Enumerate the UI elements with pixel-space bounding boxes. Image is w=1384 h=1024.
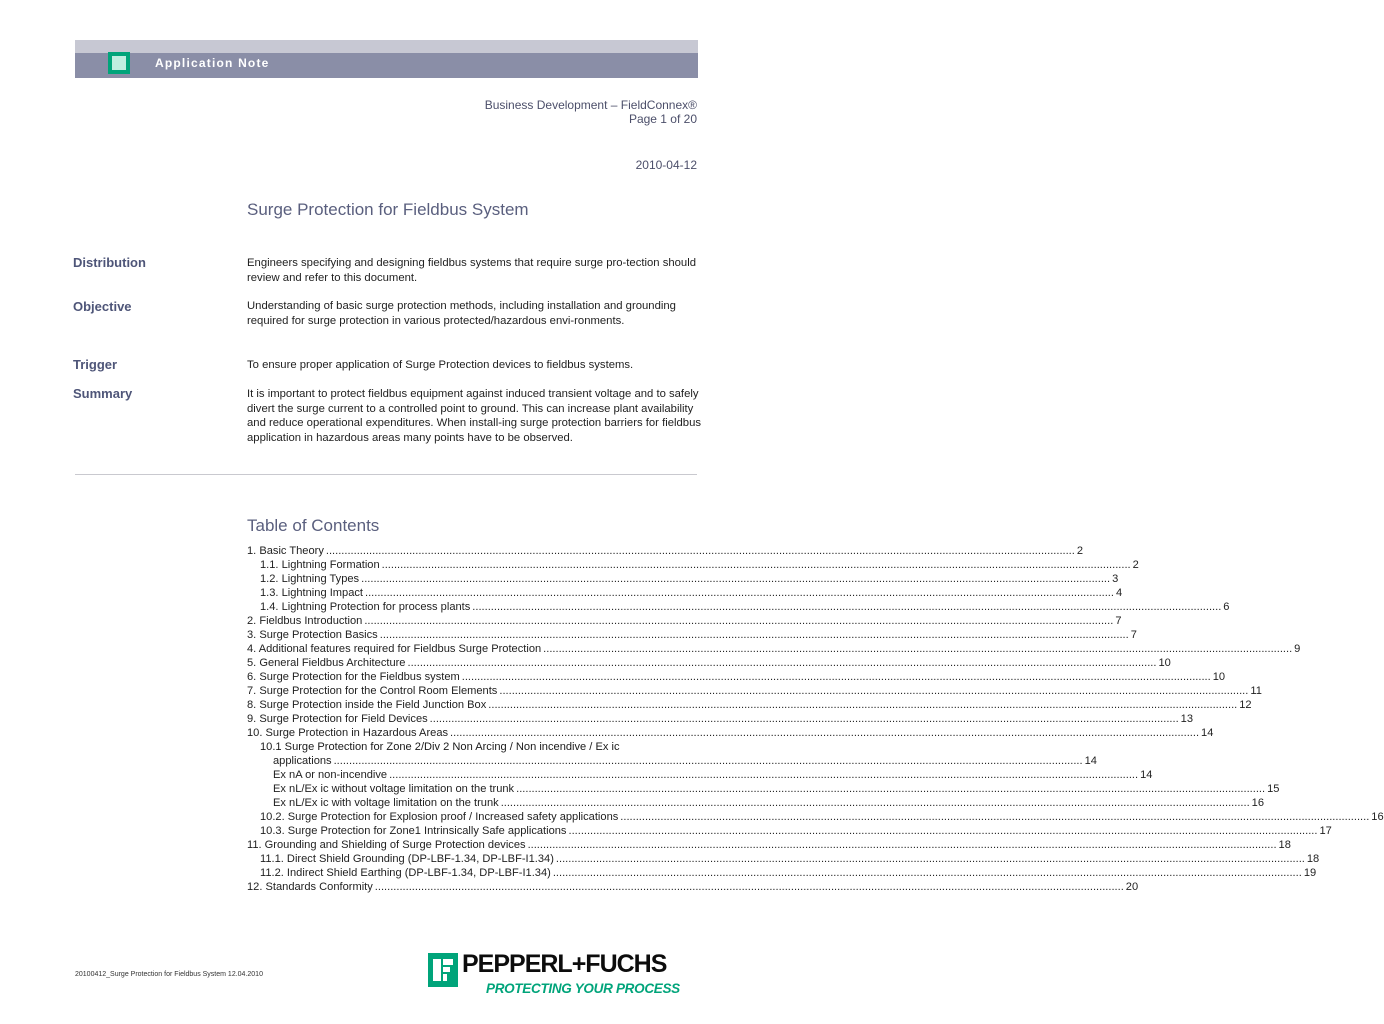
toc-entry[interactable]: 10. Surge Protection in Hazardous Areas ..... 14 (247, 726, 695, 740)
toc-entry[interactable]: 3. Surge Protection Basics ..... 7 (247, 628, 695, 642)
distribution-label: Distribution (73, 255, 146, 270)
toc-entry[interactable]: applications ..... 14 (247, 754, 695, 768)
toc-entry[interactable]: 1.3. Lightning Impact ..... 4 (247, 586, 695, 600)
toc-entry[interactable]: 6. Surge Protection for the Fieldbus system ..... 10 (247, 670, 695, 684)
trigger-text: To ensure proper application of Surge Protection devices to fieldbus systems. (247, 359, 634, 371)
header-band (75, 40, 698, 78)
toc-entry[interactable]: 8. Surge Protection inside the Field Junction Box ..... 12 (247, 698, 695, 712)
toc-entry[interactable]: 7. Surge Protection for the Control Room Elements ..... 11 (247, 684, 695, 698)
footer-note: 20100412_Surge Protection for Fieldbus System 12.04.2010 (75, 971, 263, 978)
summary-text: It is important to protect fieldbus equipment against induced transient voltage and to safely divert the surge current to a controlled point to ground. This can increase plant availability and reduce operational expenditures. When install-ing surge protection barriers for fieldbus application in hazardous areas many points have to be observed. (247, 388, 702, 444)
toc-entry[interactable]: 9. Surge Protection for Field Devices ..... 13 (247, 712, 695, 726)
company-logo (428, 949, 700, 999)
toc-entry[interactable]: 11.2. Indirect Shield Earthing (DP-LBF-1.34, DP-LBF-I1.34) ..... 19 (247, 866, 695, 880)
header-band-top (75, 40, 698, 53)
department-text: Business Development – FieldConnex® (484, 98, 697, 112)
distribution-text: Engineers specifying and designing fieldbus systems that require surge pro-tection should review and refer to this document. (247, 257, 696, 284)
trigger-label: Trigger (73, 357, 118, 372)
page-number: Page 1 of 20 (628, 112, 697, 126)
pepperl-fuchs-logo-icon (428, 953, 458, 987)
toc-entry[interactable]: 11.1. Direct Shield Grounding (DP-LBF-1.34, DP-LBF-I1.34) ..... 18 (247, 852, 695, 866)
summary-label: Summary (73, 386, 133, 401)
header-label: Application Note (155, 56, 270, 70)
toc-entry[interactable]: 11. Grounding and Shielding of Surge Protection devices ..... 18 (247, 838, 695, 852)
section-divider (75, 474, 697, 475)
logo-wordmark: PEPPERL+FUCHS (462, 950, 667, 978)
toc-entry[interactable]: 10.3. Surge Protection for Zone1 Intrinsically Safe applications ..... 17 (247, 824, 695, 838)
logo-slogan: PROTECTING YOUR PROCESS (486, 981, 680, 996)
objective-text: Understanding of basic surge protection methods, including installation and grounding required for surge protection in various protected/hazardous envi-ronments. (247, 300, 676, 327)
table-of-contents (247, 544, 1384, 894)
document-date: 2010-04-12 (635, 158, 697, 172)
toc-entry-heading[interactable]: 10.1 Surge Protection for Zone 2/Div 2 Non Arcing / Non incendive / Ex ic (260, 741, 620, 753)
toc-entry[interactable]: 1.1. Lightning Formation ..... 2 (247, 558, 695, 572)
toc-entry[interactable]: 4. Additional features required for Fieldbus Surge Protection ..... 9 (247, 642, 695, 656)
toc-entry[interactable]: Ex nA or non-incendive ..... 14 (247, 768, 695, 782)
toc-entry[interactable]: 12. Standards Conformity ..... 20 (247, 880, 695, 894)
toc-entry[interactable]: 1. Basic Theory ..... 2 (247, 544, 695, 558)
toc-entry[interactable]: 2. Fieldbus Introduction ..... 7 (247, 614, 695, 628)
header-square-icon (108, 52, 130, 74)
toc-entry[interactable]: 1.2. Lightning Types ..... 3 (247, 572, 695, 586)
objective-label: Objective (73, 299, 132, 314)
toc-title: Table of Contents (247, 516, 380, 535)
toc-entry[interactable]: 1.4. Lightning Protection for process plants ..... 6 (247, 600, 695, 614)
toc-entry[interactable]: Ex nL/Ex ic with voltage limitation on the trunk ..... 16 (247, 796, 695, 810)
toc-entry[interactable]: 5. General Fieldbus Architecture ..... 10 (247, 656, 695, 670)
page-title: Surge Protection for Fieldbus System (247, 200, 529, 219)
toc-entry[interactable]: Ex nL/Ex ic without voltage limitation on the trunk ..... 15 (247, 782, 695, 796)
toc-entry[interactable]: 10.2. Surge Protection for Explosion proof / Increased safety applications ..... 16 (247, 810, 695, 824)
